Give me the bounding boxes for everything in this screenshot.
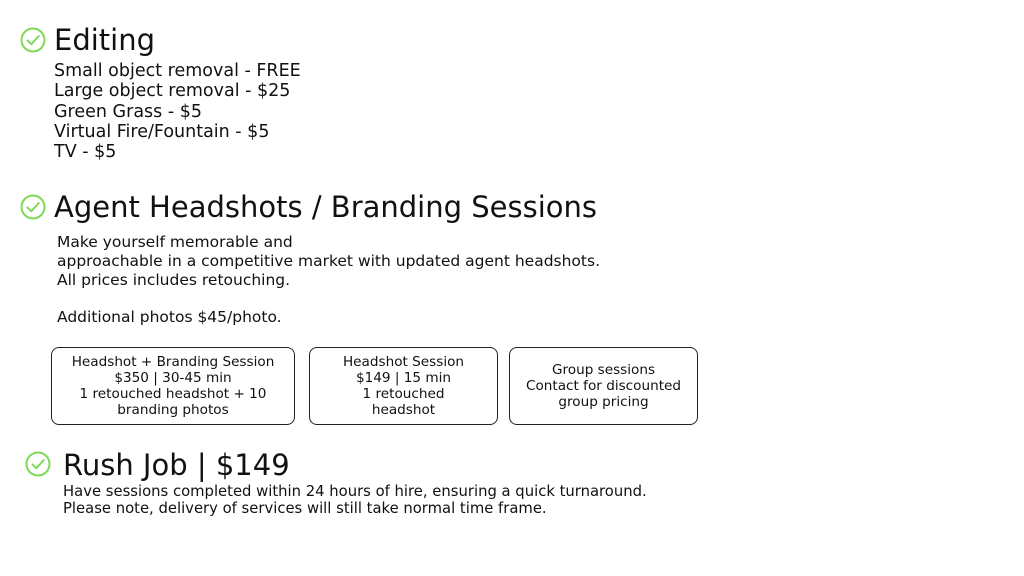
description-line: Additional photos $45/photo. [57,308,282,326]
package-line: Group sessions [551,361,656,378]
package-line: $149 | 15 min [355,369,452,386]
package-card-branding [51,347,295,425]
description-line: approachable in a competitive market with updated agent headshots. [57,252,600,270]
package-line: 1 retouched [362,386,445,402]
package-line: Contact for discounted [525,377,682,394]
package-line: Headshot Session [342,353,465,370]
list-item: TV - $5 [54,142,117,163]
agent-description [57,233,600,327]
list-item: Small object removal - FREE [54,61,301,81]
editing-title: Editing [54,23,156,57]
check-circle-icon [20,27,46,53]
description-line: Please note, delivery of services will still take normal time frame. [63,500,547,517]
rush-title: Rush Job | $149 [63,448,290,482]
package-line: Headshot + Branding Session [71,353,275,370]
description-line: All prices includes retouching. [57,271,291,289]
editing-list [54,61,301,162]
package-line: 1 retouched headshot + 10 [79,386,267,402]
rush-description [63,483,647,517]
package-line: $350 | 30-45 min [114,369,232,386]
check-circle-icon [25,451,51,477]
package-line: headshot [371,402,436,419]
agent-title: Agent Headshots / Branding Sessions [54,190,597,224]
list-item: Virtual Fire/Fountain - $5 [54,121,270,142]
package-card-headshot [309,347,498,425]
check-circle-icon [20,194,46,220]
package-card-group [509,347,698,425]
package-line: group pricing [558,394,649,411]
package-line: branding photos [117,402,229,419]
description-line: Have sessions completed within 24 hours of hire, ensuring a quick turnaround. [63,483,647,500]
description-line: Make yourself memorable and [57,233,293,251]
list-item: Green Grass - $5 [54,101,202,122]
list-item: Large object removal - $25 [54,81,291,102]
